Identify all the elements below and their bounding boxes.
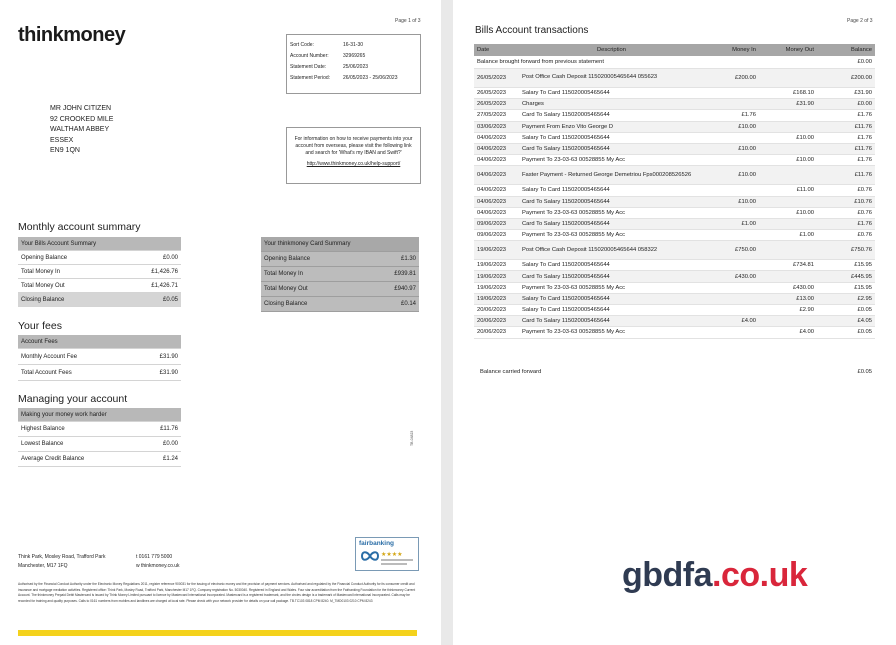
description-cell: Salary To Card 115020005465644 (519, 185, 704, 196)
date-cell: 20/06/2023 (474, 316, 519, 327)
balance-cell: £1.76 (817, 132, 875, 143)
row-value: £939.81 (364, 267, 419, 282)
money-out-cell: £2.90 (759, 305, 817, 316)
table-row (18, 422, 181, 437)
footer-yellow-bar (18, 630, 417, 636)
description-cell: Post Office Cash Deposit 115020005465644 058322 (519, 241, 704, 260)
money-out-cell (759, 110, 817, 121)
transaction-row (474, 218, 875, 229)
table-header-row (474, 44, 875, 56)
money-in-cell: £10.00 (704, 121, 759, 132)
footer-address (18, 553, 105, 571)
fairbanking-infinity-icon (361, 550, 379, 562)
statement-details-box (286, 34, 421, 94)
transaction-row (474, 282, 875, 293)
watermark-part2: .co.uk (712, 556, 808, 594)
row-label: Lowest Balance (18, 437, 139, 452)
row-value: £1,426.76 (118, 265, 181, 279)
table-row (18, 349, 181, 365)
monthly-summary-title: Monthly account summary (18, 221, 141, 233)
summary-header: Your Bills Account Summary (18, 237, 181, 251)
row-value: £1,426.71 (118, 279, 181, 293)
brought-forward-row (474, 56, 875, 69)
money-out-cell (759, 69, 817, 88)
date-cell: 09/06/2023 (474, 230, 519, 241)
money-out-cell: £10.00 (759, 132, 817, 143)
money-in-cell (704, 88, 759, 99)
transaction-row (474, 196, 875, 207)
footer-address-line: Think Park, Mosley Road, Trafford Park (18, 554, 106, 560)
money-in-cell (704, 207, 759, 218)
transaction-row (474, 260, 875, 271)
fairbanking-caption-line (381, 559, 413, 561)
date-cell: 26/05/2023 (474, 69, 519, 88)
page-number: Page 2 of 3 (847, 18, 873, 24)
footer-contact (136, 553, 180, 571)
row-label: Closing Balance (18, 293, 118, 307)
date-cell: 03/06/2023 (474, 121, 519, 132)
money-out-cell: £168.10 (759, 88, 817, 99)
money-out-cell (759, 241, 817, 260)
money-out-cell (759, 166, 817, 185)
description-cell: Salary To Card 115020005465644 (519, 293, 704, 304)
address-line: MR JOHN CITIZEN (50, 105, 112, 112)
closing-balance-row (18, 293, 181, 307)
description-cell: Salary To Card 115020005465644 (519, 260, 704, 271)
money-in-cell: £10.00 (704, 166, 759, 185)
balance-cell: £11.76 (817, 166, 875, 185)
row-label: Total Money In (261, 267, 364, 282)
row-label: Average Credit Balance (18, 452, 139, 467)
money-out-cell: £1.00 (759, 230, 817, 241)
transactions-table (474, 44, 875, 339)
legal-disclaimer: Authorised by the Financial Conduct Authority under the Electronic Money Regulations 2011, register reference 900031 for the issuing of electronic money and the provision of payment services. Authorised and regulated by the Financial Conduct Authority for its consumer credit and insurance and mortgage mediation activities. Registered office: Think Park, Mosley Road, Trafford Park, Manchester M17 1FQ. Company registration No. 5030040. Registered in England and Wales. Four star accreditation from the Fairbanking Foundation for the thinkmoney Current Account. The thinkmoney Prepaid Debit Mastercard is issued by Think Money Limited pursuant to licence by Mastercard International Incorporated. Mastercard is a registered trademark, and the circles design is a trademark of Mastercard International Incorporated. Calls may be recorded for training and quality purposes. Calls to 0161 numbers from mobiles and landlines are charged at local rate. Please check with your network provider for details on your call package. TB.TC103 0818 CPM 8240. M_TMD0103 0210 CPM 8243 (18, 582, 416, 604)
table-row (18, 365, 181, 381)
customer-address (50, 104, 113, 157)
gbdfa-watermark (622, 556, 807, 595)
transaction-row (474, 305, 875, 316)
money-in-cell (704, 155, 759, 166)
date-cell: 09/06/2023 (474, 218, 519, 229)
money-out-cell (759, 196, 817, 207)
transaction-row (474, 99, 875, 110)
money-in-cell: £1.76 (704, 110, 759, 121)
footer-phone: t 0161 779 5000 (136, 554, 173, 560)
bills-account-summary-table (18, 237, 181, 307)
description-cell: Post Office Cash Deposit 115020005465644 055623 (519, 69, 704, 88)
date-cell: 19/06/2023 (474, 260, 519, 271)
description-cell: Payment To 23-03-63 00528855 My Acc (519, 155, 704, 166)
balance-cell: £0.05 (817, 327, 875, 338)
row-value: £940.97 (364, 282, 419, 297)
money-in-cell: £4.00 (704, 316, 759, 327)
money-out-cell (759, 316, 817, 327)
description-cell: Faster Payment - Returned George Demetriou Fps000208526526 (519, 166, 704, 185)
col-money-out: Money Out (759, 44, 817, 56)
row-label: Total Account Fees (18, 365, 135, 381)
balance-cell: £15.95 (817, 282, 875, 293)
table-row (261, 252, 419, 267)
description-cell: Payment To 23-03-63 00528855 My Acc (519, 282, 704, 293)
transaction-row (474, 327, 875, 338)
money-in-cell (704, 260, 759, 271)
money-out-cell (759, 121, 817, 132)
table-row (18, 437, 181, 452)
balance-cell: £750.76 (817, 241, 875, 260)
carried-forward-label: Balance carried forward (480, 369, 542, 375)
money-in-cell: £1.00 (704, 218, 759, 229)
footer-website[interactable]: w thinkmoney.co.uk (136, 563, 180, 569)
money-in-cell: £200.00 (704, 69, 759, 88)
description-cell: Card To Salary 115020005465644 (519, 271, 704, 282)
money-in-cell (704, 305, 759, 316)
money-in-cell: £10.00 (704, 143, 759, 154)
managing-table (18, 408, 181, 467)
transaction-row (474, 230, 875, 241)
row-value: £1.30 (364, 252, 419, 267)
date-cell: 04/06/2023 (474, 196, 519, 207)
transaction-row (474, 88, 875, 99)
description-cell: Payment From Enzo Vito George D (519, 121, 704, 132)
row-label: Highest Balance (18, 422, 139, 437)
date-cell: 04/06/2023 (474, 155, 519, 166)
statement-page-1 (0, 0, 441, 645)
money-in-cell (704, 132, 759, 143)
balance-cell: £11.76 (817, 121, 875, 132)
row-value: £0.05 (118, 293, 181, 307)
carried-forward-balance: £0.05 (857, 369, 872, 375)
transaction-row (474, 316, 875, 327)
money-in-cell (704, 99, 759, 110)
transaction-row (474, 166, 875, 185)
balance-cell: £445.95 (817, 271, 875, 282)
row-label: Total Money Out (18, 279, 118, 293)
description-cell: Salary To Card 115020005465644 (519, 132, 704, 143)
row-value: £1.24 (139, 452, 181, 467)
statement-period-value: 26/05/2023 - 25/06/2023 (343, 75, 398, 81)
money-out-cell (759, 271, 817, 282)
money-in-cell (704, 293, 759, 304)
balance-cell: £1.76 (817, 218, 875, 229)
account-number-value: 32969265 (343, 53, 366, 59)
table-row (18, 265, 181, 279)
transaction-row (474, 110, 875, 121)
description-cell: Payment To 23-03-63 00528855 My Acc (519, 230, 704, 241)
iban-info-text: For information on how to receive payments into your account from overseas, please visit the following link and search for 'What's my IBAN and Swift?' (294, 136, 413, 156)
col-balance: Balance (817, 44, 875, 56)
money-in-cell: £750.00 (704, 241, 759, 260)
date-cell: 04/06/2023 (474, 185, 519, 196)
managing-header: Making your money work harder (18, 408, 181, 422)
sort-code-value: 16-31-30 (343, 42, 364, 48)
balance-cell: £0.76 (817, 207, 875, 218)
money-out-cell: £734.81 (759, 260, 817, 271)
statement-date-value: 25/06/2023 (343, 64, 369, 70)
transaction-row (474, 132, 875, 143)
account-number-label: Account Number: (290, 53, 329, 59)
money-out-cell: £11.00 (759, 185, 817, 196)
fees-header: Account Fees (18, 335, 181, 349)
transaction-row (474, 143, 875, 154)
balance-cell: £31.90 (817, 88, 875, 99)
date-cell: 20/06/2023 (474, 305, 519, 316)
date-cell: 20/06/2023 (474, 327, 519, 338)
description-cell: Card To Salary 115020005465644 (519, 218, 704, 229)
balance-cell: £11.76 (817, 143, 875, 154)
fairbanking-caption-line (381, 563, 407, 565)
description-cell: Payment To 23-03-63 00528855 My Acc (519, 207, 704, 218)
date-cell: 19/06/2023 (474, 241, 519, 260)
managing-title: Managing your account (18, 393, 128, 405)
money-out-cell: £10.00 (759, 207, 817, 218)
table-row (261, 267, 419, 282)
table-row (261, 297, 419, 312)
balance-cell: £4.05 (817, 316, 875, 327)
transaction-row (474, 271, 875, 282)
brought-forward-label: Balance brought forward from previous statement (474, 56, 817, 69)
description-cell: Card To Salary 115020005465644 (519, 196, 704, 207)
balance-cell: £0.00 (817, 99, 875, 110)
money-out-cell: £31.90 (759, 99, 817, 110)
money-in-cell: £430.00 (704, 271, 759, 282)
row-value: £0.00 (139, 437, 181, 452)
money-out-cell: £10.00 (759, 155, 817, 166)
col-description: Description (519, 44, 704, 56)
description-cell: Salary To Card 115020005465644 (519, 305, 704, 316)
watermark-part1: gbdfa (622, 556, 713, 594)
money-in-cell: £10.00 (704, 196, 759, 207)
fees-table (18, 335, 181, 381)
date-cell: 26/05/2023 (474, 99, 519, 110)
row-label: Closing Balance (261, 297, 364, 312)
row-label: Opening Balance (261, 252, 364, 267)
transaction-row (474, 207, 875, 218)
money-out-cell: £4.00 (759, 327, 817, 338)
money-out-cell (759, 143, 817, 154)
balance-cell: £200.00 (817, 69, 875, 88)
balance-cell: £2.95 (817, 293, 875, 304)
balance-cell: £0.76 (817, 185, 875, 196)
description-cell: Card To Salary 115020005465644 (519, 110, 704, 121)
address-line: 92 CROOKED MILE (50, 115, 114, 123)
statement-page-2 (453, 0, 896, 645)
description-cell: Salary To Card 115020005465644 (519, 88, 704, 99)
card-summary-header: Your thinkmoney Card Summary (261, 237, 419, 252)
fees-title: Your fees (18, 320, 62, 332)
row-label: Total Money Out (261, 282, 364, 297)
transaction-row (474, 185, 875, 196)
balance-cell: £1.76 (817, 155, 875, 166)
row-label: Opening Balance (18, 251, 118, 265)
money-out-cell: £13.00 (759, 293, 817, 304)
balance-cell: £15.95 (817, 260, 875, 271)
description-cell: Card To Salary 115020005465644 (519, 143, 704, 154)
fairbanking-stars: ★★★★ (381, 552, 403, 558)
date-cell: 19/06/2023 (474, 271, 519, 282)
date-cell: 04/06/2023 (474, 143, 519, 154)
date-cell: 04/06/2023 (474, 166, 519, 185)
address-line: EN9 1QN (50, 147, 80, 154)
sort-code-label: Sort Code: (290, 42, 314, 48)
money-out-cell (759, 218, 817, 229)
money-in-cell (704, 327, 759, 338)
money-in-cell (704, 282, 759, 293)
help-support-link[interactable]: http://www.thinkmoney.co.uk/help-support/ (306, 161, 401, 167)
statement-date-label: Statement Date: (290, 64, 327, 70)
brought-forward-balance: £0.00 (817, 56, 875, 69)
table-row (261, 282, 419, 297)
card-summary-table (261, 237, 419, 312)
table-row (18, 452, 181, 467)
row-label: Total Money In (18, 265, 118, 279)
row-value: £0.14 (364, 297, 419, 312)
balance-cell: £1.76 (817, 110, 875, 121)
table-row (18, 251, 181, 265)
transaction-row (474, 155, 875, 166)
transaction-row (474, 241, 875, 260)
balance-cell: £10.76 (817, 196, 875, 207)
row-label: Monthly Account Fee (18, 349, 135, 365)
col-date: Date (474, 44, 519, 56)
description-cell: Payment To 23-03-63 00528855 My Acc (519, 327, 704, 338)
fairbanking-badge (355, 537, 419, 571)
date-cell: 04/06/2023 (474, 132, 519, 143)
vertical-reference-code: TB-04823 (410, 430, 414, 446)
row-value: £31.90 (135, 349, 181, 365)
page-number: Page 1 of 3 (395, 18, 421, 24)
money-in-cell (704, 230, 759, 241)
table-row (18, 279, 181, 293)
transaction-row (474, 121, 875, 132)
iban-info-box (286, 127, 421, 184)
thinkmoney-logo: thinkmoney (18, 24, 126, 46)
fairbanking-label: fairbanking (359, 540, 395, 547)
balance-cell: £0.76 (817, 230, 875, 241)
transactions-title: Bills Account transactions (475, 25, 589, 36)
date-cell: 26/05/2023 (474, 88, 519, 99)
footer-address-line: Manchester, M17 1FQ (18, 563, 68, 569)
transaction-row (474, 69, 875, 88)
row-value: £0.00 (118, 251, 181, 265)
row-value: £11.76 (139, 422, 181, 437)
date-cell: 04/06/2023 (474, 207, 519, 218)
balance-cell: £0.05 (817, 305, 875, 316)
address-line: ESSEX (50, 136, 74, 144)
address-line: WALTHAM ABBEY (50, 126, 110, 133)
date-cell: 27/05/2023 (474, 110, 519, 121)
transaction-row (474, 293, 875, 304)
description-cell: Card To Salary 115020005465644 (519, 316, 704, 327)
row-value: £31.90 (135, 365, 181, 381)
description-cell: Charges (519, 99, 704, 110)
col-money-in: Money In (704, 44, 759, 56)
date-cell: 19/06/2023 (474, 293, 519, 304)
money-out-cell: £430.00 (759, 282, 817, 293)
money-in-cell (704, 185, 759, 196)
date-cell: 19/06/2023 (474, 282, 519, 293)
statement-period-label: Statement Period: (290, 75, 331, 81)
